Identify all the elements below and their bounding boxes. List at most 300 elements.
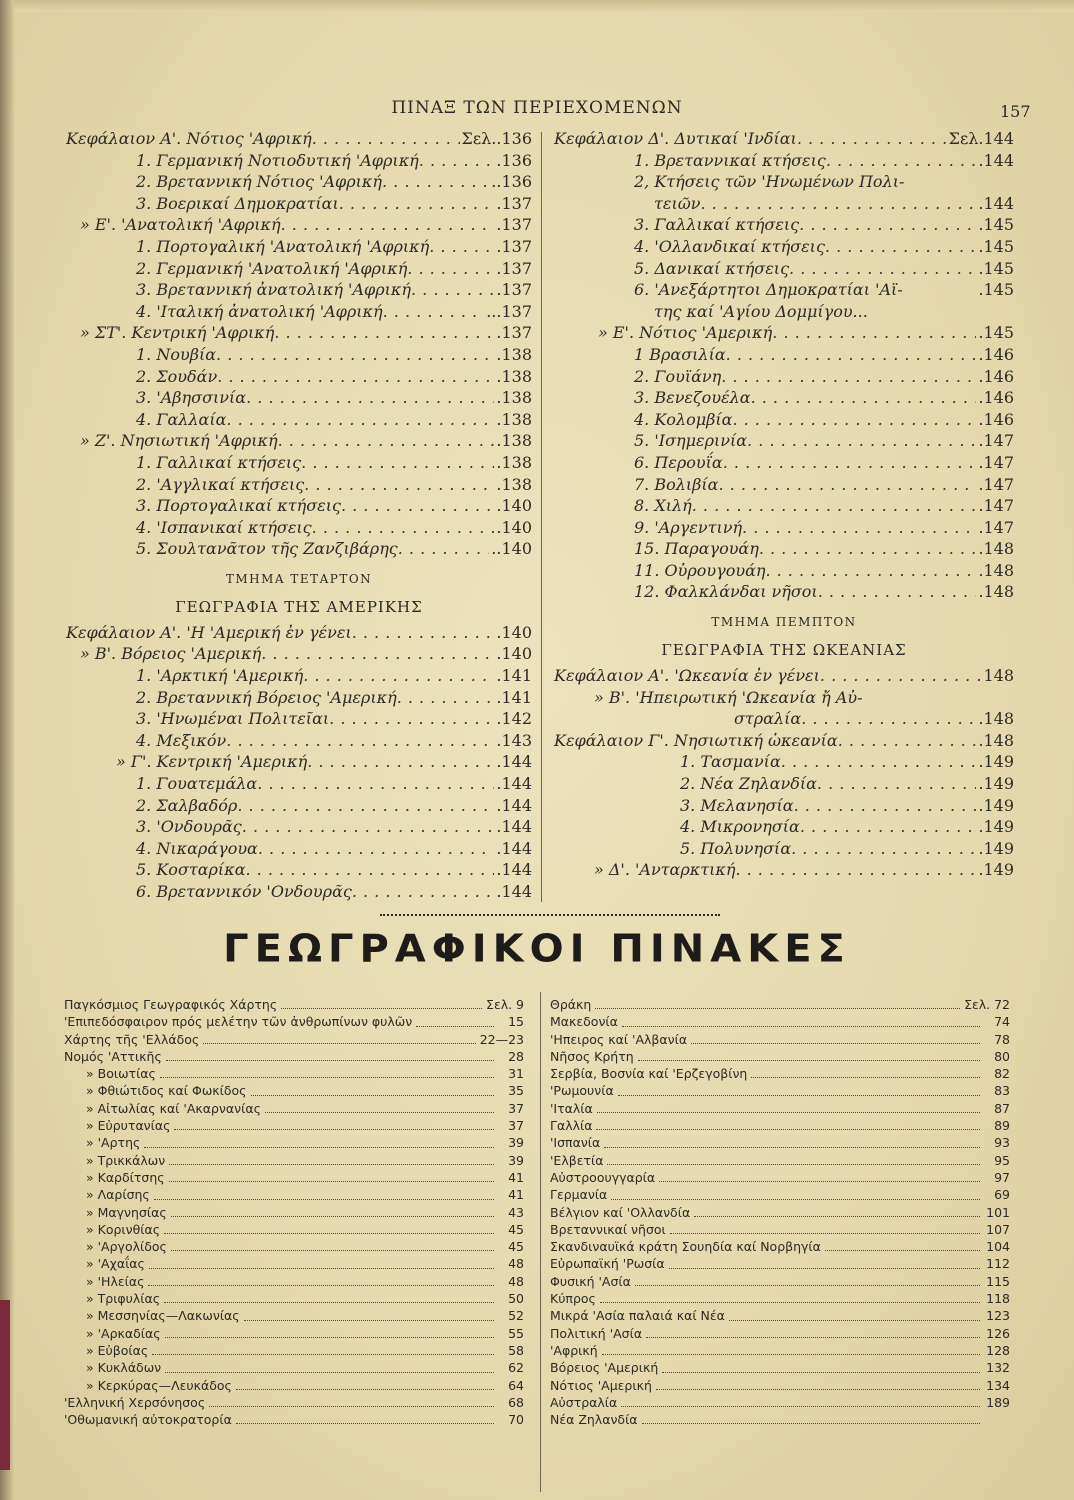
toc-entry-label: 5. Σουλτανᾶτον τῆς Ζανζιβάρης [136,539,398,559]
toc-entry [554,430,1014,452]
toc-entry [66,708,532,730]
toc-entry-page: .146 [978,366,1014,386]
toc-entry [66,773,532,795]
map-entry [550,1186,1010,1203]
toc-entry [554,387,1014,409]
leader-dots [635,1273,980,1290]
toc-entry-page: ...137 [486,301,532,321]
map-entry-page: 55 [508,1325,524,1341]
leader-dots [799,214,976,236]
toc-entry [554,816,1014,838]
map-entry [64,1359,524,1376]
map-entry-page: Σελ. 72 [964,997,1010,1012]
map-entry-page: 82 [994,1066,1010,1082]
toc-entry [554,366,1014,388]
map-entry-page: 115 [986,1273,1010,1289]
leader-dots [429,236,494,258]
leader-dots [751,387,977,409]
map-entry [64,1273,524,1290]
toc-entry [66,452,532,474]
toc-entry-label: 7. Βολιβία [634,474,719,494]
map-entry-page: 87 [994,1100,1010,1116]
map-entry [64,1065,524,1082]
toc-entry [554,538,1014,560]
leader-dots [735,859,976,881]
map-entry [550,1307,1010,1324]
map-entry-page: Σελ. 9 [486,997,524,1012]
toc-entry [66,622,532,644]
map-entry-label: Παγκόσμιος Γεωγραφικός Χάρτης [64,997,278,1012]
leader-dots [904,171,1012,193]
toc-entry-page: .142 [496,709,532,729]
toc-entry-label: 3. Βενεζουέλα [634,388,751,408]
toc-entry [554,708,1014,730]
leader-dots [281,996,482,1013]
map-entry-page: 50 [508,1291,524,1307]
leader-dots [622,1013,980,1030]
map-entry-page: 101 [986,1204,1010,1220]
map-entry-page: 128 [986,1342,1010,1358]
toc-entry-page: .137 [496,280,532,300]
map-entry-label: » 'Αργολίδος [86,1239,167,1255]
toc-entry-page: .137 [496,258,532,278]
leader-dots [729,1307,980,1324]
leader-dots [160,1065,494,1082]
map-entry-page: 22—23 [479,1031,524,1047]
map-entry-label: » Κερκύρας—Λευκάδος [86,1377,232,1393]
leader-dots [646,1325,980,1342]
toc-right-column [554,128,1014,881]
leader-dots [791,838,976,860]
leader-dots [312,128,460,150]
toc-entry [66,344,532,366]
map-entry-label: Αὐστραλία [550,1394,618,1410]
map-entry-label: » Εὐρυτανίας [86,1118,171,1134]
leader-dots [152,1342,494,1359]
map-entry-page: 39 [508,1152,524,1168]
toc-entry-page: .144 [496,817,532,837]
map-entry [64,1411,524,1428]
toc-entry-page: .149 [978,774,1014,794]
map-entry-label: » 'Ηλείας [86,1273,145,1289]
toc-entry-page: .141 [496,687,532,707]
leader-dots [638,1048,980,1065]
toc-left-list-b [66,622,532,903]
toc-entry-page: .144 [978,193,1014,213]
toc-entry-page: .147 [978,431,1014,451]
toc-entry [554,773,1014,795]
leader-dots [797,128,947,150]
map-entry-label: Μικρά 'Ασία παλαιά καί Νέα [550,1308,725,1324]
toc-entry-label: 2. Νέα Ζηλανδία [680,774,817,794]
map-entry [550,1204,1010,1221]
map-entry-label: Σερβία, Βοσνία καί 'Ερζεγοβίνη [550,1066,748,1082]
leader-dots [265,1100,494,1117]
leader-dots [794,795,977,817]
leader-dots [595,996,960,1013]
map-entry [550,1169,1010,1186]
toc-entry-label: 4. Μικρονησία [680,817,800,837]
map-entry-label: Χάρτης τῆς 'Ελλάδος [64,1031,200,1047]
toc-entry-page: .138 [496,452,532,472]
toc-entry [66,301,532,323]
leader-dots [670,1221,980,1238]
toc-entry-label: » Ζ'. Νησιωτική 'Αφρική [80,431,278,451]
toc-entry [66,495,532,517]
toc-entry [554,838,1014,860]
map-entry [550,1152,1010,1169]
leader-dots [694,1204,980,1221]
map-entry-label: 'Επιπεδόσφαιρον πρός μελέτην τῶν ἀνθρωπίνων φυλῶν [64,1014,413,1030]
map-entry [550,1273,1010,1290]
toc-entry-page: ..140 [491,539,532,559]
toc-entry-page: .149 [978,752,1014,772]
map-entry-label: » Μεσσηνίας—Λακωνίας [86,1308,240,1324]
toc-entry-label: » Β'. Βόρειος 'Αμερική [80,644,262,664]
map-entry [64,1082,524,1099]
toc-entry-label: 4. Κολομβία [634,409,733,429]
map-entry [64,1152,524,1169]
leader-dots [164,1290,494,1307]
leader-dots [419,150,495,172]
toc-entry-page: .140 [496,517,532,537]
top-edge [14,0,1074,12]
tables-divider [540,992,541,1492]
toc-entry-page: .145 [978,323,1014,343]
toc-entry [66,517,532,539]
leader-dots [246,387,494,409]
map-entry [550,1255,1010,1272]
map-entry-label: Θράκη [550,997,592,1012]
leader-dots [600,1290,980,1307]
toc-entry-page: .138 [496,431,532,451]
leader-dots [341,495,494,517]
toc-entry-label: 5. Δανικαί κτήσεις [634,258,790,278]
map-entry [64,1048,524,1065]
map-entry-label: 'Ισπανία [550,1135,601,1151]
leader-dots [171,1238,494,1255]
toc-entry-page: .148 [978,560,1014,580]
page-number: 157 [1000,102,1031,121]
leader-dots [216,344,494,366]
map-entry-label: 'Αφρική [550,1342,598,1358]
toc-entry-page: .147 [978,452,1014,472]
leader-dots [732,409,976,431]
leader-dots [692,495,977,517]
toc-entry [66,838,532,860]
map-entry-page: 134 [986,1377,1010,1393]
leader-dots [312,517,495,539]
toc-entry [554,730,1014,752]
leader-dots [669,1255,980,1272]
leader-dots [838,730,977,752]
map-entry [550,1238,1010,1255]
toc-entry-label: » Β'. 'Ηπειρωτική 'Ωκεανία ἤ Αὐ- [594,687,863,707]
toc-entry [554,150,1014,172]
toc-entry [554,128,1014,150]
map-entry [550,1394,1010,1411]
toc-entry-label: Κεφάλαιον Α'. 'Η 'Αμερική ἐν γένει [66,622,352,642]
toc-entry [66,387,532,409]
map-entry-page: 37 [508,1100,524,1116]
leader-dots [383,301,485,323]
toc-entry-label: 4. Νικαράγουα [136,838,258,858]
toc-entry-label: 4. 'Ολλανδικαί κτήσεις [634,236,825,256]
leader-dots [800,816,977,838]
leader-dots [604,1134,980,1151]
binding-edge [0,0,14,1500]
map-entry-label: » Τρικκάλων [86,1152,166,1168]
toc-entry [66,366,532,388]
map-entry-page: 48 [508,1273,524,1289]
leader-dots [301,452,494,474]
toc-entry-page: .146 [978,344,1014,364]
map-entry-page [984,1411,1010,1428]
map-entry [550,1013,1010,1030]
leader-dots [747,430,976,452]
toc-entry-page: .138 [496,344,532,364]
leader-dots [596,1117,980,1134]
map-entry-label: » Βοιωτίας [86,1066,156,1082]
leader-dots [209,1394,494,1411]
map-entry [550,1048,1010,1065]
toc-entry [66,171,532,193]
leader-dots [237,795,494,817]
toc-entry-label: 4. Γαλλαία [136,409,227,429]
map-entry [550,1342,1010,1359]
leader-dots [166,1048,494,1065]
leader-dots [718,474,976,496]
toc-entry-label: Κεφάλαιον Α'. Νότιος 'Αφρική [66,129,312,148]
toc-entry [554,344,1014,366]
map-entry-label: » Εὐβοίας [86,1342,149,1358]
toc-entry-label: » Γ'. Κεντρική 'Αμερική [116,752,308,772]
dotted-rule [380,914,720,916]
map-entry-label: Αὐστροουγγαρία [550,1169,656,1185]
map-entry-page: 123 [986,1308,1010,1324]
map-entry-label: » Καρδίτσης [86,1169,165,1185]
toc-entry-label: 4. Μεξικόν [136,730,227,750]
leader-dots [656,1377,980,1394]
toc-entry [66,730,532,752]
map-entry-page: 52 [508,1308,524,1324]
map-entry [550,1031,1010,1048]
toc-entry-label: 1. 'Αρκτική 'Αμερική [136,666,304,686]
map-entry-page: 15 [508,1014,524,1030]
toc-entry-label: 8. Χιλή [634,496,692,516]
toc-entry-label: 6. Περουΐα [634,452,723,472]
section-subtitle: ΓΕΩΓΡΑΦΙΑ ΤΗΣ ΑΜΕΡΙΚΗΣ [175,597,423,616]
leader-dots [352,881,495,903]
toc-entry [66,409,532,431]
map-entry [550,1134,1010,1151]
leader-dots [618,1082,980,1099]
toc-entry [66,236,532,258]
map-entry-page: 62 [508,1360,524,1376]
toc-entry-page: .149 [978,817,1014,837]
toc-entry-label: 3. Μελανησία [680,795,794,815]
map-entry-label: Νότιος 'Αμερική [550,1377,652,1393]
leader-dots [825,1238,980,1255]
toc-entry-label: 9. 'Αργεντινή [634,517,743,537]
map-entry [550,1221,1010,1238]
leader-dots [759,538,977,560]
map-entry-page: 95 [994,1152,1010,1168]
map-entry-page: 35 [508,1083,524,1099]
map-entry-label: Σκανδιναυϊκά κράτη Σουηδία καί Νορβηγία [550,1239,821,1255]
map-entry-page: 132 [986,1360,1010,1376]
leader-dots [144,1134,494,1151]
leader-dots [818,581,977,603]
leader-dots [765,560,976,582]
map-entry-label: » Κυκλάδων [86,1360,162,1376]
toc-entry-page: Σελ.144 [948,129,1014,148]
toc-entry-page: .137 [496,193,532,213]
toc-entry-page: .144 [496,795,532,815]
toc-entry [554,322,1014,344]
leader-dots [261,643,494,665]
toc-entry-page: .147 [978,496,1014,516]
toc-right-list [554,128,1014,603]
leader-dots [903,279,977,301]
map-entry [550,1290,1010,1307]
toc-entry [66,859,532,881]
toc-entry-page: .144 [978,150,1014,170]
map-entry [64,1325,524,1342]
map-entry-page: 64 [508,1377,524,1393]
leader-dots [169,1152,494,1169]
leader-dots [164,1221,494,1238]
toc-entry-label: 15. Παραγουάη [634,539,759,559]
map-entry-label: » 'Αχαΐας [86,1256,145,1272]
map-entry-page: 93 [994,1135,1010,1151]
map-entry [64,1169,524,1186]
toc-entry-page: .141 [496,666,532,686]
map-entry [64,1342,524,1359]
toc-entry-label: 4. 'Ισπανικαί κτήσεις [136,517,312,537]
toc-left-list [66,128,532,560]
toc-entry-page [1012,301,1014,323]
map-entry-label: » Λαρίσης [86,1187,150,1203]
map-entry-page: 58 [508,1342,524,1358]
map-entry-page: 31 [508,1066,524,1082]
leader-dots [149,1255,494,1272]
map-entry-page: 37 [508,1118,524,1134]
toc-entry-page: .143 [496,730,532,750]
map-entry-label: Νομός 'Αττικῆς [64,1048,162,1064]
toc-entry-label: 6. 'Ανεξάρτητοι Δημοκρατίαι 'Αϊ- [634,280,903,300]
toc-entry-label: 2. Σαλβαδόρ [136,795,238,815]
toc-entry-page: .144 [496,774,532,794]
toc-entry-page: ..136 [491,172,532,192]
toc-entry-label: 3. Πορτογαλικαί κτήσεις [136,496,341,516]
toc-entry [554,301,1014,323]
toc-entry-label: 1. Τασμανία [680,752,781,772]
map-entry-label: Βρεταννικαί νῆσοι [550,1221,666,1237]
toc-entry [66,538,532,560]
toc-entry [554,214,1014,236]
toc-entry-page: .144 [496,882,532,901]
leader-dots [723,452,977,474]
toc-entry [66,643,532,665]
leader-dots [607,1152,980,1169]
map-entry [64,1117,524,1134]
toc-entry-page: .145 [978,280,1014,300]
leader-dots [203,1031,475,1048]
map-entry [64,1204,524,1221]
toc-entry-page: .138 [496,366,532,386]
toc-entry-page: .140 [496,622,532,642]
map-entry-page: 97 [994,1169,1010,1185]
toc-entry-label: 6. Βρεταννικόν 'Ονδουρᾶς [136,882,352,901]
toc-entry-page: .140 [496,644,532,664]
toc-entry [554,665,1014,687]
toc-entry [66,214,532,236]
map-entry-page: 74 [994,1014,1010,1030]
map-entry [550,1117,1010,1134]
toc-entry-page: .138 [496,409,532,429]
toc-entry-label: 5. Πολυνησία [680,838,792,858]
leader-dots [726,344,977,366]
toc-entry-label: 2. Σουδάν [136,366,218,386]
map-entry [64,1255,524,1272]
map-entry-page: 107 [986,1221,1010,1237]
tables-title: ΓΕΩΓΡΑΦΙΚΟΙ ΠΙΝΑΚΕΣ [223,927,851,971]
leader-dots [307,751,494,773]
leader-dots [329,708,494,730]
toc-entry [66,430,532,452]
toc-entry-page: .144 [496,860,532,880]
toc-entry-label: Κεφάλαιον Δ'. Δυτικαί 'Ινδίαι [554,129,797,148]
map-entry-page: 80 [994,1048,1010,1064]
map-entry-page: 45 [508,1221,524,1237]
leader-dots [251,1082,494,1099]
toc-entry-page: 148 [983,666,1014,686]
map-entry-page: 189 [986,1394,1010,1410]
toc-entry [554,517,1014,539]
map-entry [64,1134,524,1151]
map-entry-label: Γαλλία [550,1118,593,1134]
map-entry-label: Νῆσος Κρήτη [550,1048,634,1064]
map-entry-label: 'Ιταλία [550,1100,593,1116]
toc-entry-label: 3. 'Αβησσινία [136,388,247,408]
toc-entry-page: .148 [978,582,1014,602]
toc-entry-label: 3. 'Ηνωμέναι Πολιτεῖαι [136,709,330,729]
map-entry-page: 43 [508,1204,524,1220]
toc-entry [554,452,1014,474]
toc-entry [66,474,532,496]
leader-dots [597,1100,980,1117]
toc-entry-label: Κεφάλαιον Γ'. Νησιωτική ὠκεανία [554,730,838,750]
toc-entry-label: τειῶν [654,193,701,213]
toc-entry [66,258,532,280]
toc-entry-label: στραλία [734,709,802,729]
map-entry-label: » 'Αρκαδίας [86,1325,161,1341]
leader-dots [246,859,495,881]
leader-dots [257,773,494,795]
map-entry-label: » Μαγνησίας [86,1204,167,1220]
tables-right-list [550,996,1010,1428]
toc-entry-label: Κεφάλαιον Α'. 'Ωκεανία ἐν γένει [554,666,820,686]
toc-entry-page: .145 [978,236,1014,256]
leader-dots [165,1325,494,1342]
toc-entry-label: 1. Γερμανική Νοτιοδυτική 'Αφρική [136,150,419,170]
toc-entry-label: της καί 'Αγίου Δομμίγου... [654,301,868,321]
map-entry-label: 'Ελληνική Χερσόνησος [64,1394,206,1410]
toc-entry [66,322,532,344]
map-entry [550,1082,1010,1099]
map-entry-page: 104 [986,1239,1010,1255]
